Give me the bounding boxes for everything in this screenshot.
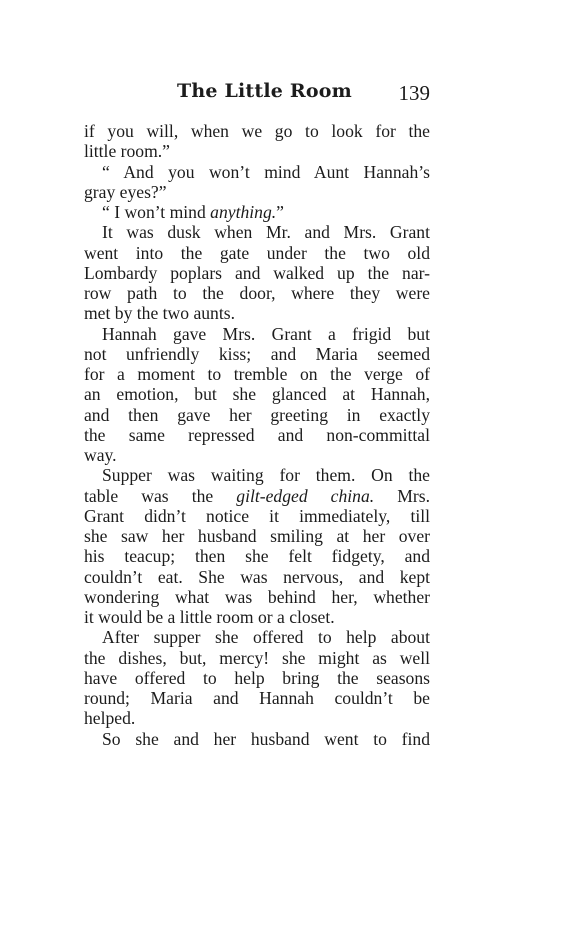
- text-line: [84, 648, 430, 668]
- text-segment: for a moment to tremble on the verge of: [84, 364, 430, 384]
- text-segment: So she and her husband went to find: [102, 728, 430, 749]
- text-segment: if you will, when we go to look for the: [84, 121, 430, 141]
- text-segment: way.: [84, 445, 117, 465]
- text-line: [84, 384, 430, 404]
- body-text: [84, 121, 430, 749]
- text-segment: have offered to help bring the seasons: [84, 667, 430, 688]
- text-line: [84, 729, 430, 749]
- text-segment: she saw her husband smiling at her over: [84, 526, 430, 546]
- text-segment: row path to the door, where they were: [84, 283, 430, 303]
- text-line: [84, 121, 430, 141]
- text-line: [84, 627, 430, 647]
- text-segment: wondering what was behind her, whether: [84, 586, 430, 607]
- text-line: [84, 445, 430, 465]
- text-segment: went into the gate under the two old: [84, 242, 430, 263]
- running-title: The Little Room: [177, 80, 352, 102]
- text-line: [84, 668, 430, 688]
- text-line: [84, 182, 430, 202]
- text-segment: the same repressed and non-committal: [84, 424, 430, 445]
- text-segment: Mrs.: [374, 485, 430, 506]
- text-segment: gray eyes?”: [84, 181, 167, 202]
- text-line: [84, 546, 430, 566]
- text-line: [84, 506, 430, 526]
- text-segment: round; Maria and Hannah couldn’t be: [84, 688, 430, 708]
- text-line: [84, 324, 430, 344]
- text-segment: It was dusk when Mr. and Mrs. Grant: [102, 222, 430, 243]
- text-segment: it would be a little room or a closet.: [84, 607, 335, 627]
- text-line: [84, 162, 430, 182]
- text-segment: table was the: [84, 485, 237, 506]
- text-segment: not unfriendly kiss; and Maria seemed: [84, 343, 430, 364]
- text-segment: “ And you won’t mind Aunt Hannah’s: [102, 161, 430, 182]
- text-line: [84, 141, 430, 161]
- text-line: [84, 465, 430, 485]
- text-segment: the dishes, but, mercy! she might as well: [84, 647, 430, 668]
- italic-segment: gilt-edged china.: [236, 485, 375, 506]
- text-line: [84, 405, 430, 425]
- text-line: [84, 283, 430, 303]
- text-segment: Grant didn’t notice it immediately, till: [84, 505, 430, 526]
- text-segment: an emotion, but she glanced at Hannah,: [84, 384, 430, 405]
- page-number: 139: [398, 81, 430, 105]
- text-line: [84, 607, 430, 627]
- text-segment: After supper she offered to help about: [102, 627, 430, 648]
- text-segment: “ I won’t mind: [102, 202, 211, 222]
- text-line: [84, 526, 430, 546]
- text-segment: his teacup; then she felt fidgety, and: [84, 546, 430, 567]
- text-line: [84, 243, 430, 263]
- text-segment: met by the two aunts.: [84, 303, 235, 324]
- text-line: [84, 425, 430, 445]
- text-segment: little room.”: [84, 141, 170, 162]
- text-line: [84, 202, 430, 222]
- text-line: [84, 708, 430, 728]
- text-line: [84, 486, 430, 506]
- text-line: [84, 688, 430, 708]
- page-header: [84, 80, 430, 108]
- text-line: [84, 567, 430, 587]
- text-segment: helped.: [84, 708, 136, 729]
- text-line: [84, 303, 430, 323]
- text-segment: Lombardy poplars and walked up the nar-: [84, 262, 430, 283]
- text-line: [84, 344, 430, 364]
- text-line: [84, 587, 430, 607]
- text-segment: Supper was waiting for them. On the: [102, 465, 430, 486]
- text-line: [84, 222, 430, 242]
- text-line: [84, 263, 430, 283]
- text-segment: couldn’t eat. She was nervous, and kept: [84, 566, 430, 587]
- text-line: [84, 364, 430, 384]
- italic-segment: anything.: [210, 202, 277, 222]
- text-segment: Hannah gave Mrs. Grant a frigid but: [102, 323, 430, 344]
- text-segment: and then gave her greeting in exactly: [84, 404, 430, 425]
- text-segment: ”: [276, 202, 284, 222]
